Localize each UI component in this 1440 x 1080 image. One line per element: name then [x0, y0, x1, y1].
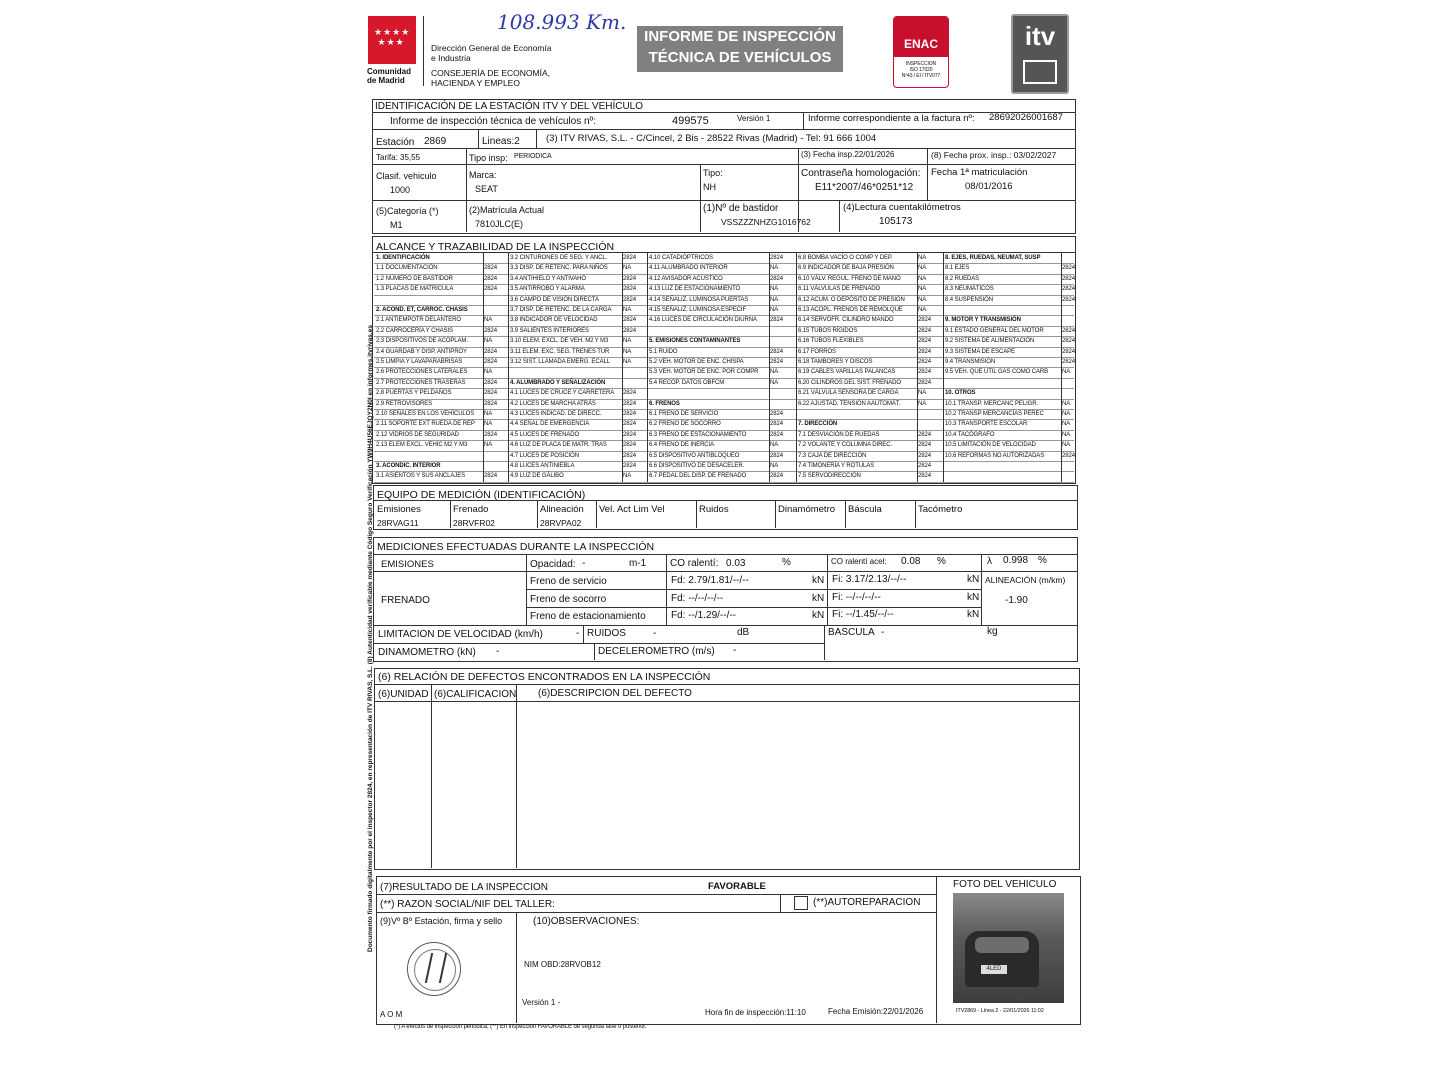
scope-inspector-code — [484, 305, 509, 315]
scope-inspector-code: 2824 — [918, 359, 931, 365]
scope-inspector-code — [770, 388, 797, 398]
verification-side-text: Documento firmado digitalmente por el inspector 2824, en representación de ITV RIVAS, S.L. (8) Autenticidad verificable mediante Código Seguro Verificación YW9H4U56EJQY2N0I en informes.itvrivas.es — [367, 325, 374, 952]
scope-inspector-code — [1062, 388, 1075, 398]
scope-inspector-code: NA — [918, 296, 927, 303]
scope-item: 7.4 TIMONERÍA Y RÓTULAS — [798, 463, 875, 469]
scope-inspector-code: NA — [484, 317, 493, 324]
scope-inspector-code: NA — [770, 307, 779, 313]
scope-item: 4.16 LUCES DE CIRCULACIÓN DIURNA — [649, 317, 757, 324]
vehicle-brand: SEAT — [475, 184, 498, 194]
scope-inspector-code: 2824 — [1062, 265, 1075, 272]
scope-inspector-code — [484, 295, 509, 305]
scope-item: 5.4 RECOP. DATOS OBFCM — [649, 379, 725, 386]
equipment-label: Dinamómetro — [778, 504, 836, 515]
scope-item: 10.3 TRANSPORTE ESCOLAR — [945, 421, 1028, 428]
scope-item: 9.1 ESTADO GENERAL DEL MOTOR — [945, 327, 1044, 334]
scope-inspector-code — [770, 399, 797, 409]
scope-inspector-code: NA — [484, 369, 493, 376]
scope-item: 3.3 DISP. DE RETENC. PARA NIÑOS — [510, 265, 608, 272]
scope-item — [649, 388, 765, 398]
scope-item: 3.9 SALIENTES INTERIORES — [510, 327, 589, 334]
scope-item: 8.1 EJES — [945, 265, 970, 272]
scope-item: 6. FRENOS — [649, 400, 680, 407]
scope-item: 4.6 LUZ DE PLACA DE MATR. TRAS — [510, 442, 607, 449]
scope-inspector-code: NA — [484, 442, 493, 449]
scope-inspector-code: 2824 — [770, 452, 783, 459]
scope-item: 6.4 FRENO DE INERCIA — [649, 442, 715, 449]
equipment-label: Alineación — [540, 504, 584, 515]
scope-inspector-code: 2824 — [623, 452, 636, 459]
scope-item: 6.18 TAMBORES Y DISCOS — [798, 359, 873, 365]
scope-inspector-code — [1062, 305, 1075, 315]
scope-inspector-code: NA — [623, 348, 632, 355]
scope-item: 2.4 GUARDAB Y DISP. ANTIPROY — [376, 348, 467, 355]
scope-inspector-code: 2824 — [484, 431, 497, 438]
scope-item: 8.4 SUSPENSIÓN — [945, 296, 993, 303]
scope-item: 6.17 FORROS — [798, 348, 836, 355]
scope-item: 6.5 DISPOSITIVO ANTIBLOQUEO — [649, 452, 740, 459]
scope-item — [945, 378, 1060, 388]
scope-inspector-code: 2824 — [484, 275, 497, 282]
scope-inspector-code: NA — [918, 400, 927, 407]
scope-item: 7. DIRECCIÓN — [798, 421, 838, 428]
equipment-value: 28RVFR02 — [453, 518, 495, 528]
scope-inspector-code: NA — [623, 265, 632, 272]
odometer-reading: 105173 — [879, 216, 913, 227]
scope-item: 4.9 LUZ DE GÁLIBO — [510, 473, 564, 480]
scope-inspector-code: 2824 — [623, 390, 636, 397]
scope-item: 3. ACONDIC. INTERIOR — [376, 463, 441, 469]
scope-item: 6.1 FRENO DE SERVICIO — [649, 411, 719, 417]
scope-inspector-code: 2824 — [484, 359, 497, 365]
scope-item: 4. ALUMBRADO Y SEÑALIZACIÓN — [510, 379, 606, 386]
scope-inspector-code: 2824 — [623, 442, 636, 449]
scope-inspector-code: NA — [918, 286, 927, 293]
scope-item: 4.14 SEÑALIZ. LUMINOSA PUERTAS — [649, 296, 749, 303]
scope-inspector-code — [484, 461, 509, 471]
scope-item: 10. OTROS — [945, 390, 976, 397]
scope-inspector-code: 2824 — [918, 463, 931, 469]
scope-item: 4.5 LUCES DE FRENADO — [510, 431, 580, 438]
scope-item: 2.13 ELEM EXCL. VEHIC M2 Y M3 — [376, 442, 468, 449]
scope-item: 3.12 SIST. LLAMADA EMERG. ECALL — [510, 359, 610, 365]
scope-item: 2.8 PUERTAS Y PELDAÑOS — [376, 390, 452, 397]
scope-item: 4.13 LUZ DE ESTACIONAMIENTO — [649, 286, 741, 293]
scope-inspector-code: 2824 — [1062, 296, 1075, 303]
scope-inspector-code: NA — [770, 463, 779, 469]
scope-item: 4.15 SEÑALIZ. LUMINOSA ESPECIF — [649, 307, 747, 313]
scope-inspector-code: NA — [1062, 421, 1071, 428]
scope-item: 6.3 FRENO DE ESTACIONAMIENTO — [649, 431, 747, 438]
scope-item: 4.12 AVISADOR ACÚSTICO — [649, 275, 723, 282]
scope-inspector-code — [1062, 461, 1075, 471]
scope-item: 2.9 RETROVISORES — [376, 400, 433, 407]
scope-item: 9.3 SISTEMA DE ESCAPE — [945, 348, 1015, 355]
scope-item: 3.10 ELEM. EXCL. DE VEH. M2 Y M3 — [510, 338, 609, 345]
scope-inspector-code: 2824 — [623, 463, 636, 469]
scope-item: 2.5 LIMPIA Y LAVAPARABRISAS — [376, 359, 463, 365]
scope-inspector-code — [770, 326, 797, 336]
scope-item: 6.2 FRENO DE SOCORRO — [649, 421, 721, 428]
scope-item: 2.1 ANTIEMPOTR DELANTERO — [376, 317, 461, 324]
defects-title: (6) RELACIÓN DE DEFECTOS ENCONTRADOS EN LA INSPECCIÓN — [378, 671, 711, 683]
comunidad-madrid-logo: ★★★★ ★★★ — [368, 16, 416, 64]
scope-item: 10.1 TRANSP. MERCANC PELIGR. — [945, 400, 1039, 407]
scope-item: 6.8 BOMBA VACÍO O COMP Y DEP. — [798, 255, 893, 261]
scope-item: 3.2 CINTURONES DE SEG. Y ANCL. — [510, 255, 608, 261]
scope-inspector-code — [484, 253, 509, 263]
scope-inspector-code: NA — [918, 275, 927, 282]
scope-inspector-code: 2824 — [623, 431, 636, 438]
scope-inspector-code: NA — [484, 411, 493, 417]
scope-inspector-code: 2824 — [918, 348, 931, 355]
scope-inspector-code: 2824 — [770, 421, 783, 428]
scope-inspector-code: 2824 — [623, 327, 636, 334]
station-seal — [407, 942, 461, 996]
report-number: 499575 — [672, 115, 709, 127]
scope-item — [649, 326, 765, 336]
scope-item: 6.6 DISPOSITIVO DE DESACELER. — [649, 463, 745, 469]
scope-inspector-code: NA — [770, 296, 779, 303]
scope-item: 6.16 TUBOS FLEXIBLES — [798, 338, 864, 345]
scope-inspector-code: NA — [623, 307, 632, 313]
license-plate: 7810JLC(E) — [475, 219, 524, 229]
scope-inspector-code: 2824 — [623, 400, 636, 407]
scope-item: 3.5 ANTIRROBO Y ALARMA — [510, 286, 585, 293]
equipment-label: Frenado — [453, 504, 489, 515]
scope-inspector-code — [623, 378, 648, 388]
scope-item: 9. MOTOR Y TRANSMISIÓN — [945, 317, 1021, 324]
scope-item: 2.6 PROTECCIONES LATERALES — [376, 369, 468, 376]
scope-item: 6.21 VÁLVULA SENSORA DE CARGA — [798, 390, 899, 397]
scope-inspector-code: NA — [918, 390, 927, 397]
scope-item: 4.4 SEÑAL DE EMERGENCIA — [510, 421, 590, 428]
scope-item: 1.3 PLACAS DE MATRÍCULA — [376, 286, 454, 293]
scope-inspector-code: 2824 — [1062, 275, 1075, 282]
scope-item: 9.5 VEH. QUE UTIL GAS COMO CARB — [945, 369, 1049, 376]
scope-item: 8. EJES, RUEDAS, NEUMAT, SUSP — [945, 255, 1041, 261]
consejeria: CONSEJERÍA DE ECONOMÍA, HACIENDA Y EMPLEO — [431, 68, 551, 88]
scope-inspector-code: 2824 — [1062, 452, 1075, 459]
scope-inspector-code: 2824 — [770, 359, 783, 365]
scope-inspector-code: 2824 — [1062, 286, 1075, 293]
scope-inspector-code: 2824 — [623, 286, 636, 293]
scope-item: 6.9 INDICADOR DE BAJA PRESIÓN — [798, 265, 894, 272]
scope-inspector-code: NA — [918, 307, 927, 313]
scope-item: 6.19 CABLES VARILLAS PALANCAS — [798, 369, 896, 376]
scope-item: 4.10 CATADIÓPTRICOS — [649, 255, 713, 261]
equipment-value: 28RVAG11 — [377, 518, 419, 528]
scope-item — [376, 451, 484, 461]
equipment-label: Báscula — [848, 504, 882, 515]
scope-inspector-code — [1062, 471, 1075, 481]
scope-inspector-code: 2824 — [623, 296, 636, 303]
scope-item: 4.2 LUCES DE MARCHA ATRÁS — [510, 400, 596, 407]
scope-inspector-code — [918, 409, 944, 419]
report-title: INFORME DE INSPECCIÓN — [644, 28, 836, 45]
scope-inspector-code: 2824 — [484, 379, 497, 386]
scope-item: 2.10 SEÑALES EN LOS VEHÍCULOS — [376, 411, 475, 417]
scope-item: 8.3 NEUMÁTICOS — [945, 286, 994, 293]
scope-item: 4.11 ALUMBRADO INTERIOR — [649, 265, 728, 272]
scope-inspector-code: 2824 — [484, 286, 497, 293]
scope-inspector-code: NA — [1062, 400, 1071, 407]
scope-item: 3.7 DISP. DE RETENC. DE LA CARGA — [510, 307, 612, 313]
scope-item: 10.4 TACÓGRAFO — [945, 431, 995, 438]
vin-number: VSSZZZNHZG1016762 — [721, 217, 811, 227]
scope-item: 3.6 CAMPO DE VISIÓN DIRECTA — [510, 296, 599, 303]
scope-inspector-code: NA — [1062, 442, 1071, 449]
equipment-label: Tacómetro — [918, 504, 963, 515]
scope-inspector-code: 2824 — [918, 327, 931, 334]
station-address: (3) ITV RIVAS, S.L. - C/Cincel, 2 Bis - 28522 Rivas (Madrid) - Tel: 91 666 1004 — [546, 133, 877, 144]
vehicle-photo: 4LED — [953, 893, 1064, 1003]
scope-item: 3.11 ELEM. EXC. SEG. TRENES TUR — [510, 348, 610, 355]
ident-title: IDENTIFICACIÓN DE LA ESTACIÓN ITV Y DEL VEHÍCULO — [375, 101, 644, 112]
direccion-general: Dirección General de Economía e Industria — [431, 43, 552, 63]
equipment-title: EQUIPO DE MEDICIÓN (IDENTIFICACIÓN) — [377, 489, 586, 501]
scope-item: 2.12 VIDRIOS DE SEGURIDAD — [376, 431, 459, 438]
autoreparacion-checkbox[interactable] — [794, 896, 808, 910]
scope-item — [798, 409, 913, 419]
scope-item: 6.22 AJUSTAD. TENSIÓN AAUTOMÁT. — [798, 400, 901, 407]
scope-inspector-code: 2824 — [623, 411, 636, 417]
scope-inspector-code: NA — [918, 265, 927, 272]
scope-item: 5.1 RUIDO — [649, 348, 678, 355]
scope-inspector-code: 2824 — [623, 317, 636, 324]
invoice-number: 28692026001687 — [989, 112, 1063, 123]
scope-item: 10.5 LIMITACIÓN DE VELOCIDAD — [945, 442, 1036, 449]
scope-item: 7.1 DESVIACIÓN DE RUEDAS — [798, 431, 880, 438]
scope-inspector-code: 2824 — [623, 421, 636, 428]
scope-inspector-code: NA — [1062, 411, 1071, 417]
scope-inspector-code: NA — [770, 442, 779, 449]
scope-inspector-code: NA — [770, 265, 779, 272]
scope-item: 5.3 VEH. MOTOR DE ENC. POR COMPR — [649, 369, 759, 376]
scope-inspector-code — [918, 419, 944, 429]
scope-item: 3.4 ANTIHIELO Y ANTIVAHO — [510, 275, 586, 282]
scope-inspector-code: NA — [623, 338, 632, 345]
scope-item: 6.12 ACUM. O DEPÓSITO DE PRESIÓN — [798, 296, 905, 303]
scope-item: 4.8 LUCES ANTINIEBLA — [510, 463, 575, 469]
scope-item: 2.3 DISPOSITIVOS DE ACOPLAM. — [376, 338, 468, 345]
scope-item: 2.7 PROTECCIONES TRASERAS — [376, 379, 466, 386]
scope-inspector-code — [770, 336, 797, 346]
scope-item: 4.7 LUCES DE POSICIÓN — [510, 452, 579, 459]
scope-item: 7.2 VOLANTE Y COLUMNA DIREC. — [798, 442, 893, 449]
scope-item: 2.2 CARROCERÍA Y CHASIS — [376, 327, 453, 334]
scope-item: 6.13 ACOPL. FRENOS DE REMOLQUE — [798, 307, 903, 313]
enac-logo: ENAC INSPECCIÓN ISO 17020 Nº43 / EI / ITV077 — [893, 16, 949, 88]
scope-item: 6.14 SERVOFR. CILINDRO MANDO — [798, 317, 894, 324]
scope-item: 7.5 SERVODIRECCIÓN — [798, 473, 861, 480]
scope-item — [945, 471, 1060, 481]
equipment-label: Vel. Act Lim Vel — [599, 504, 665, 515]
scope-item: 6.7 PEDAL DEL DISP. DE FRENADO — [649, 473, 747, 480]
scope-inspector-code — [1062, 315, 1075, 325]
scope-inspector-code: 2824 — [484, 390, 497, 397]
scope-item: 3.1 ASIENTOS Y SUS ANCLAJES — [376, 473, 466, 480]
scope-inspector-code: NA — [623, 359, 632, 365]
scope-inspector-code: NA — [770, 286, 779, 293]
scope-item — [945, 461, 1060, 471]
scope-inspector-code: NA — [918, 255, 927, 261]
scope-item: 3.8 INDICADOR DE VELOCIDAD — [510, 317, 598, 324]
scope-item — [376, 295, 484, 305]
comunidad-madrid-name: Comunidad de Madrid — [367, 67, 411, 85]
scope-item: 6.20 CILINDROS DEL SIST. FRENADO — [798, 379, 901, 386]
measures-title: MEDICIONES EFECTUADAS DURANTE LA INSPECCIÓN — [377, 541, 655, 553]
report-title-banner — [637, 26, 843, 72]
handwritten-km: 108.993 Km. — [497, 10, 627, 34]
car-icon — [1023, 60, 1057, 84]
scope-inspector-code — [1062, 253, 1075, 263]
scope-item: 9.2 SISTEMA DE ALIMENTACIÓN — [945, 338, 1035, 345]
scope-inspector-code: NA — [770, 369, 779, 376]
scope-inspector-code: NA — [1062, 431, 1071, 438]
scope-inspector-code: 2824 — [770, 255, 783, 261]
scope-inspector-code: NA — [770, 379, 779, 386]
inspection-result: FAVORABLE — [708, 881, 766, 892]
scope-inspector-code: 2824 — [918, 473, 931, 480]
equipment-label: Emisiones — [377, 504, 421, 515]
scope-inspector-code: 2824 — [1062, 359, 1075, 365]
scope-inspector-code: 2824 — [770, 317, 783, 324]
scope-item: 6.11 VÁLVULAS DE FRENADO — [798, 286, 881, 293]
scope-inspector-code — [623, 367, 648, 377]
station-number: 2869 — [424, 136, 447, 147]
scope-inspector-code: 2824 — [484, 473, 497, 480]
scope-inspector-code: 2824 — [770, 431, 783, 438]
equipment-label: Ruidos — [699, 504, 729, 515]
scope-inspector-code: 2824 — [918, 369, 931, 376]
scope-item — [510, 367, 623, 377]
scope-inspector-code: 2824 — [623, 255, 636, 261]
scope-inspector-code: 2824 — [1062, 338, 1075, 345]
scope-inspector-code: 2824 — [918, 452, 931, 459]
scope-inspector-code — [484, 451, 509, 461]
scope-inspector-code: 2824 — [918, 431, 931, 438]
scope-inspector-code: 2824 — [770, 473, 783, 480]
scope-inspector-code: 2824 — [918, 317, 931, 324]
scope-inspector-code: 2824 — [484, 327, 497, 334]
scope-inspector-code: NA — [484, 338, 493, 345]
scope-item: 7.3 CAJA DE DIRECCIÓN — [798, 452, 867, 459]
scope-inspector-code: NA — [484, 421, 493, 428]
scope-item: 2. ACOND. ET, CARROC. CHASIS — [376, 307, 468, 313]
scope-inspector-code: 2824 — [1062, 327, 1075, 334]
equipment-value: 28RVPA02 — [540, 518, 582, 528]
scope-inspector-code: 2824 — [623, 275, 636, 282]
scope-inspector-code: 2824 — [770, 348, 783, 355]
scope-item: 1. IDENTIFICACIÓN — [376, 255, 430, 261]
scope-item: 10.6 REFORMAS NO AUTORIZADAS — [945, 452, 1045, 459]
scope-item: 10.2 TRANSP MERCANCÍAS PEREC — [945, 411, 1044, 417]
scope-item: 1.2 NÚMERO DE BASTIDOR — [376, 275, 453, 282]
scope-inspector-code — [1062, 378, 1075, 388]
itv-logo: itv — [1011, 14, 1069, 94]
scope-inspector-code: 2824 — [918, 379, 931, 386]
scope-inspector-code: 2824 — [1062, 348, 1075, 355]
scope-item: 6.15 TUBOS RÍGIDOS — [798, 327, 858, 334]
report-subtitle: TÉCNICA DE VEHÍCULOS — [648, 49, 832, 66]
scope-item: 6.10 VÁLV. REGUL. FRENO DE MANO — [798, 275, 901, 282]
scope-inspector-code: 2824 — [484, 265, 497, 272]
scope-inspector-code: 2824 — [770, 275, 783, 282]
scope-inspector-code: NA — [623, 473, 632, 480]
scope-item: 4.3 LUCES INDICAD. DE DIRECC. — [510, 411, 602, 417]
scope-item: 4.1 LUCES DE CRUCE Y CARRETERA — [510, 390, 615, 397]
scope-item — [945, 305, 1060, 315]
scope-inspector-code: 2824 — [918, 338, 931, 345]
scope-inspector-code: NA — [1062, 369, 1071, 376]
scope-item: 5.2 VEH. MOTOR DE ENC. CHISPA — [649, 359, 744, 365]
scope-title: ALCANCE Y TRAZABILIDAD DE LA INSPECCIÓN — [376, 241, 615, 253]
scope-inspector-code: 2824 — [918, 442, 931, 449]
scope-item: 9.4 TRANSMISIÓN — [945, 359, 996, 365]
scope-item: 5. EMISIONES CONTAMINANTES — [649, 338, 741, 345]
scope-inspector-code: 2824 — [484, 348, 497, 355]
scope-inspector-code: 2824 — [484, 400, 497, 407]
scope-item: 2.11 SOPORTE EXT RUEDA DE REP — [376, 421, 475, 428]
scope-item: 8.2 RUEDAS — [945, 275, 980, 282]
scope-inspector-code: 2824 — [770, 411, 783, 417]
scope-item: 1.1 DOCUMENTACIÓN — [376, 265, 438, 272]
footnote: (*) A efectos de inspección periódica, (**) En inspección FAVORABLE de segunda fase o posterior. — [394, 1024, 647, 1030]
